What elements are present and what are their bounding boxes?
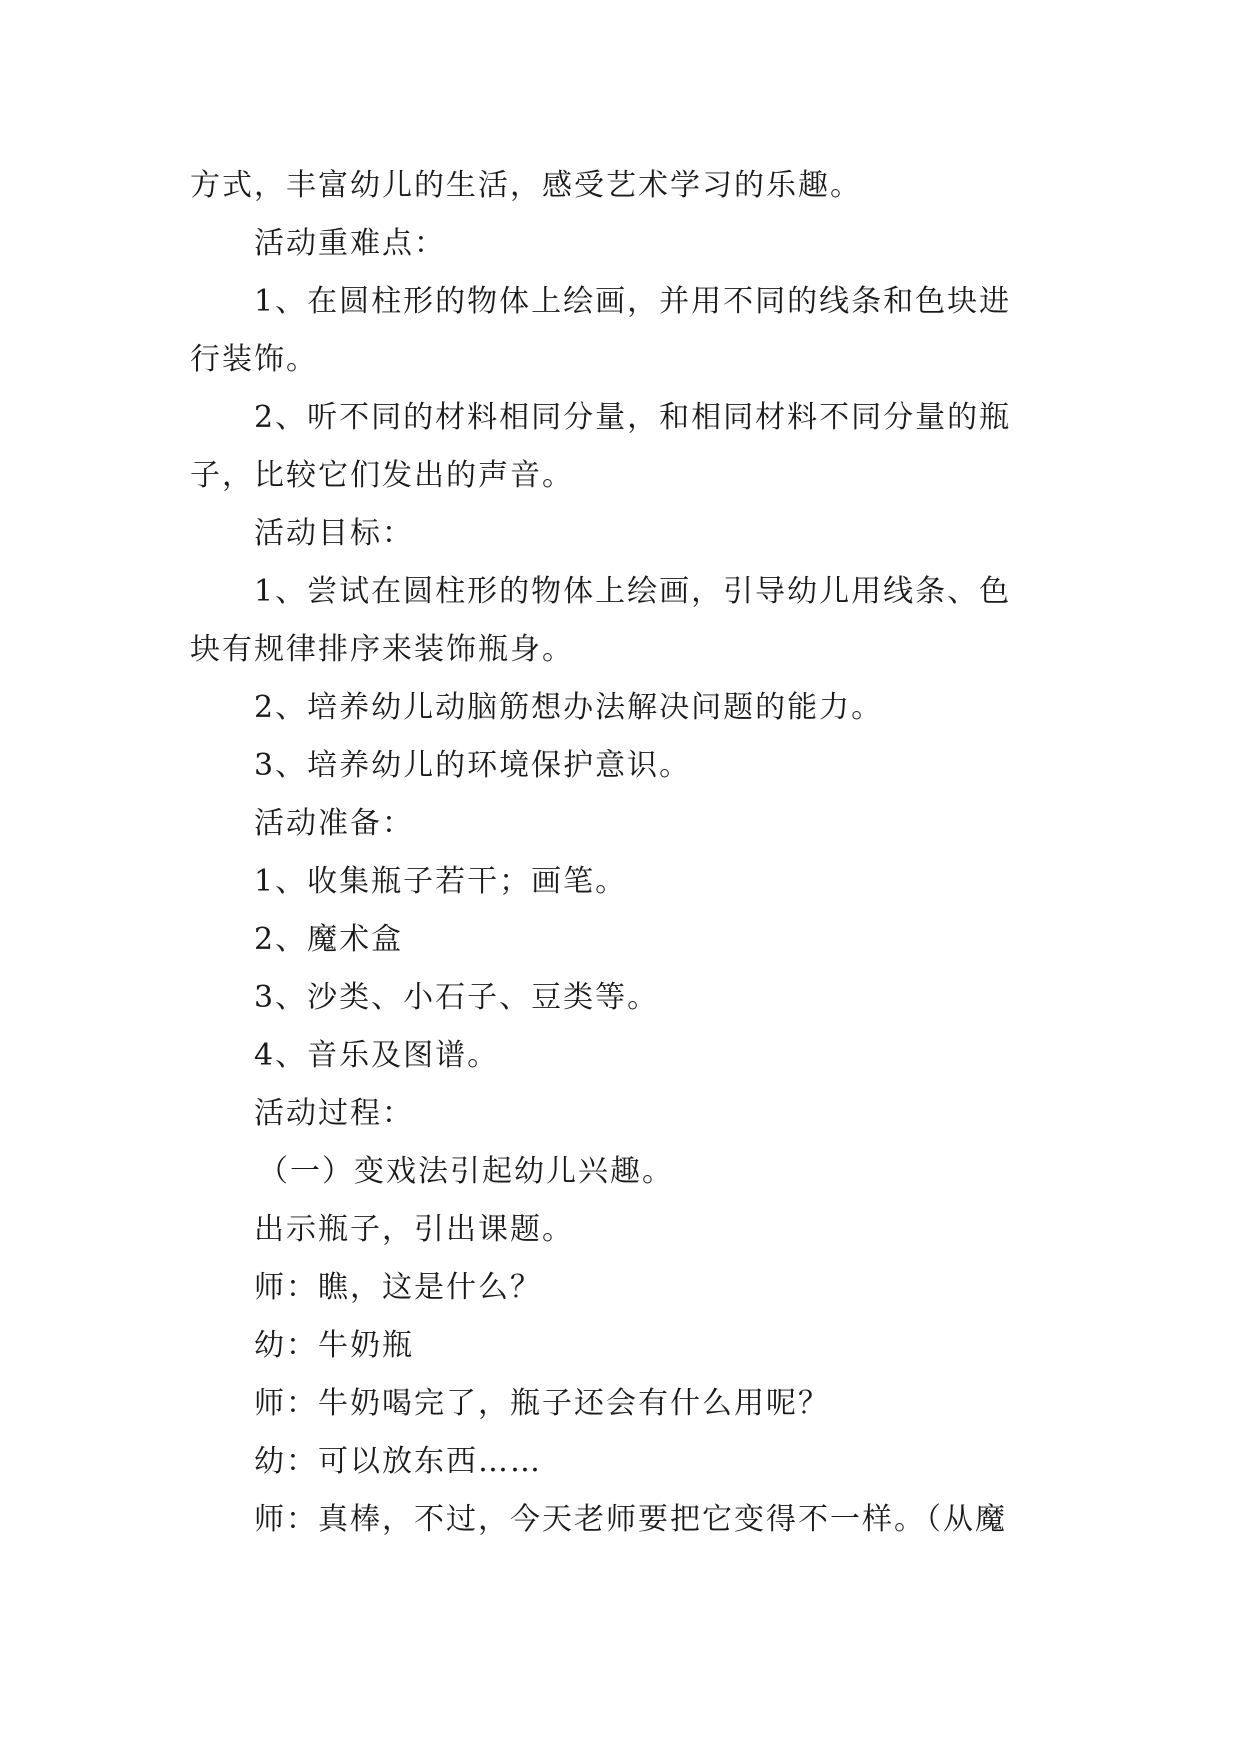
text-line: 行装饰。: [190, 342, 318, 377]
text-line: 3、培养幼儿的环境保护意识。: [254, 748, 692, 783]
text-line: 2、听不同的材料相同分量，和相同材料不同分量的瓶: [254, 400, 1012, 435]
text-line: 1、在圆柱形的物体上绘画，并用不同的线条和色块进: [254, 284, 1012, 319]
text-line: 3、沙类、小石子、豆类等。: [254, 980, 660, 1015]
section-heading: 活动目标：: [254, 516, 414, 551]
section-heading: 活动准备：: [254, 806, 414, 841]
text-line: 2、培养幼儿动脑筋想办法解决问题的能力。: [254, 690, 884, 725]
dialogue-line: 幼：可以放东西……: [254, 1444, 542, 1479]
subsection-heading: （一）变戏法引起幼儿兴趣。: [258, 1154, 674, 1189]
dialogue-line: 幼：牛奶瓶: [254, 1328, 414, 1363]
dialogue-line: 师：真棒，不过，今天老师要把它变得不一样。（从魔: [254, 1502, 1007, 1537]
dialogue-line: 师：牛奶喝完了，瓶子还会有什么用呢？: [254, 1386, 830, 1421]
text-line: 4、音乐及图谱。: [254, 1038, 500, 1073]
text-line: 2、魔术盒: [254, 922, 404, 957]
section-heading: 活动重难点：: [254, 226, 446, 261]
text-line: 方式，丰富幼儿的生活，感受艺术学习的乐趣。: [190, 168, 862, 203]
text-line: 1、收集瓶子若干；画笔。: [254, 864, 628, 899]
section-heading: 活动过程：: [254, 1096, 414, 1131]
dialogue-line: 师：瞧，这是什么？: [254, 1270, 542, 1305]
text-line: 子，比较它们发出的声音。: [190, 458, 574, 493]
text-line: 出示瓶子，引出课题。: [254, 1212, 574, 1247]
text-line: 1、尝试在圆柱形的物体上绘画，引导幼儿用线条、色: [254, 574, 1012, 609]
text-line: 块有规律排序来装饰瓶身。: [190, 632, 574, 667]
